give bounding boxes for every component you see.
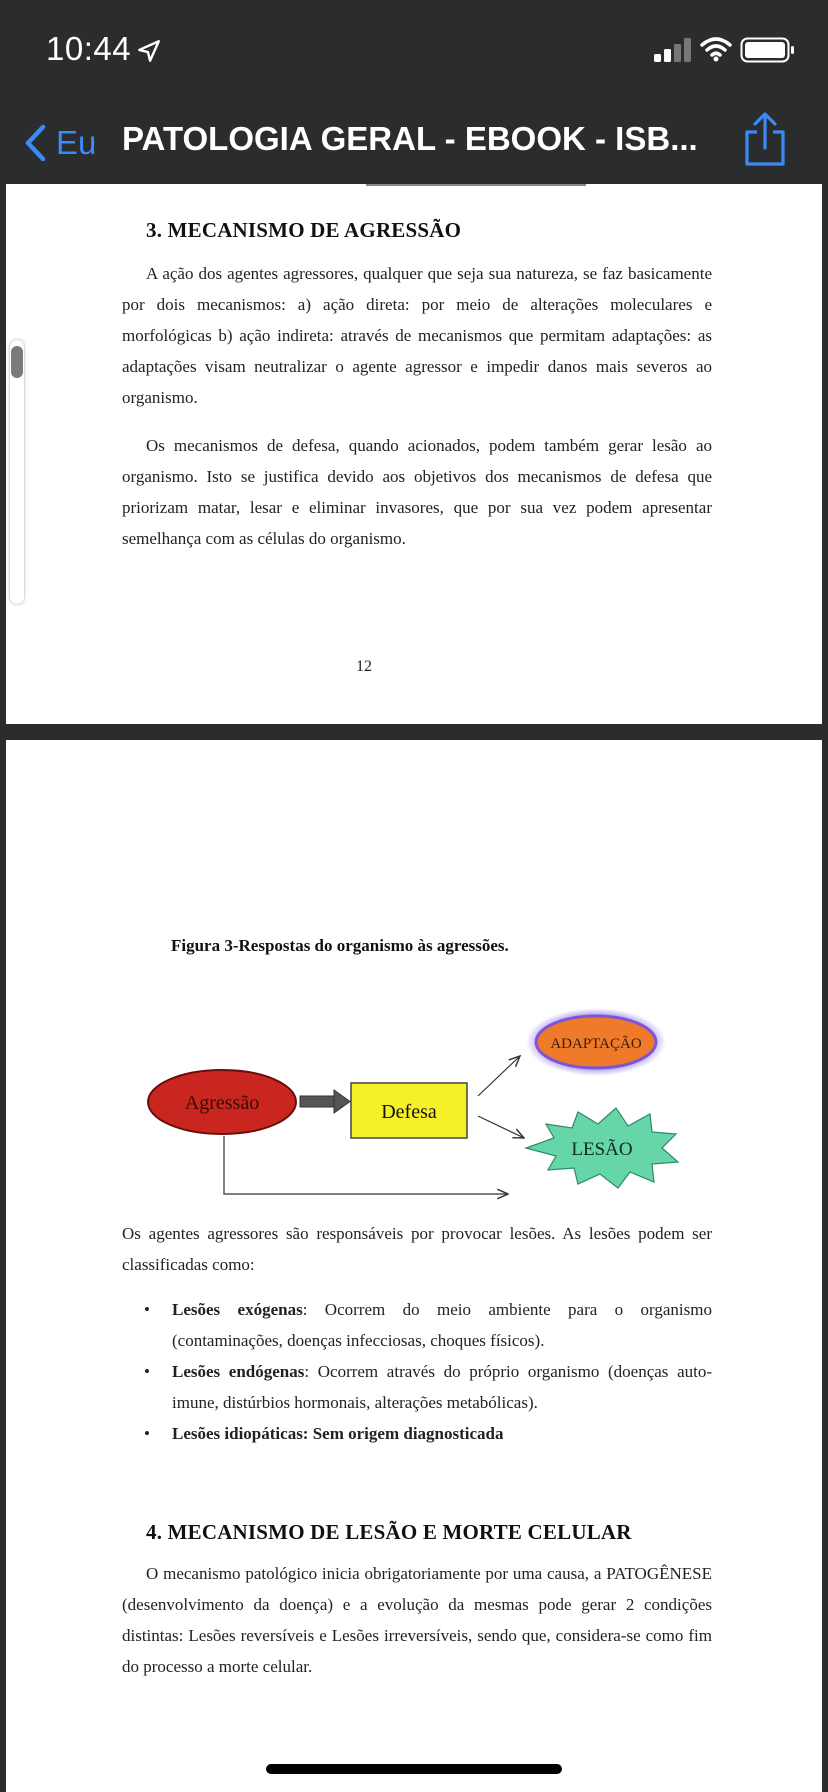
node-defesa-label: Defesa bbox=[381, 1101, 437, 1123]
node-defesa bbox=[351, 1083, 467, 1138]
page-divider-line bbox=[366, 184, 586, 186]
page-number: 12 bbox=[356, 658, 372, 675]
navigation-bar bbox=[0, 100, 828, 184]
arrow-defesa-lesao bbox=[478, 1116, 524, 1138]
location-arrow-icon bbox=[136, 38, 162, 64]
paragraph-agressao: A ação dos agentes agressores, qualquer que seja sua natureza, se faz basicamente por dois mecanismos: a) ação direta: por meio de alterações moleculares e morfológicas b) ação indireta: através de mecanismos que permitam adaptações: as adaptações visam neutralizar o agente agressor e impedir danos mais severos ao organismo. bbox=[122, 264, 712, 407]
status-bar bbox=[0, 0, 828, 100]
arrow-agressao-lesao bbox=[224, 1136, 508, 1194]
cellular-signal-icon bbox=[652, 38, 696, 62]
status-time: 10:44 bbox=[46, 30, 132, 67]
list-item-endogenas: • Lesões endógenas: Ocorrem através do próprio organismo (doenças auto-imune, distúrbios hormonais, alterações metabólicas). bbox=[122, 1356, 712, 1418]
pdf-page-12 bbox=[6, 184, 822, 724]
paragraph-defesa: Os mecanismos de defesa, quando acionados, podem também gerar lesão ao organismo. Isto se justifica devido aos objetivos dos mecanismos de defesa que priorizam matar, lesar e eliminar invasores, que por sua vez podem apresentar semelhança com as células do organismo. bbox=[122, 436, 712, 548]
battery-icon bbox=[740, 36, 796, 64]
home-indicator[interactable] bbox=[266, 1764, 562, 1774]
arrow-agressao-defesa bbox=[300, 1090, 350, 1113]
scroll-indicator-thumb[interactable] bbox=[11, 346, 23, 378]
node-agressao-label: Agressão bbox=[184, 1092, 260, 1114]
list-item-idiopaticas: • Lesões idiopáticas: Sem origem diagnosticada bbox=[122, 1418, 712, 1449]
node-agressao bbox=[148, 1070, 296, 1134]
paragraph-mecanismo-lesao: O mecanismo patológico inicia obrigatoriamente por uma causa, a PATOGÊNESE (desenvolvimento da doença) e a evolução da mesmas pode gerar 2 condições distintas: Lesões reversíveis e Lesões irreversíveis, sendo que, considera-se como fim do processo a morte celular. bbox=[122, 1564, 712, 1676]
list-item-exogenas: • Lesões exógenas: Ocorrem do meio ambiente para o organismo (contaminações, doenças infecciosas, choques físicos). bbox=[122, 1294, 712, 1356]
pdf-page-13 bbox=[6, 740, 822, 1792]
section-heading-4: 4. MECANISMO DE LESÃO E MORTE CELULAR bbox=[146, 1520, 632, 1544]
node-lesao-label: LESÃO bbox=[571, 1139, 633, 1160]
section-heading-3: 3. MECANISMO DE AGRESSÃO bbox=[146, 218, 462, 242]
chevron-left-icon bbox=[22, 123, 48, 163]
node-adaptacao bbox=[526, 1008, 666, 1076]
arrow-defesa-adaptacao bbox=[478, 1056, 520, 1096]
lesoes-list bbox=[122, 1294, 712, 1449]
node-adaptacao-label: ADAPTAÇÃO bbox=[550, 1036, 642, 1052]
figure-caption: Figura 3-Respostas do organismo às agressões. bbox=[171, 936, 509, 955]
document-title: PATOLOGIA GERAL - EBOOK - ISB... bbox=[122, 120, 698, 157]
back-button[interactable] bbox=[22, 118, 96, 168]
node-lesao bbox=[526, 1108, 678, 1188]
back-label: Eu bbox=[56, 124, 97, 161]
wifi-icon bbox=[700, 36, 732, 62]
responses-diagram bbox=[126, 978, 726, 1228]
paragraph-lesoes-intro: Os agentes agressores são responsáveis por provocar lesões. As lesões podem ser classificadas como: bbox=[122, 1224, 712, 1274]
scroll-indicator-track[interactable] bbox=[10, 340, 24, 604]
share-icon[interactable] bbox=[742, 112, 788, 168]
